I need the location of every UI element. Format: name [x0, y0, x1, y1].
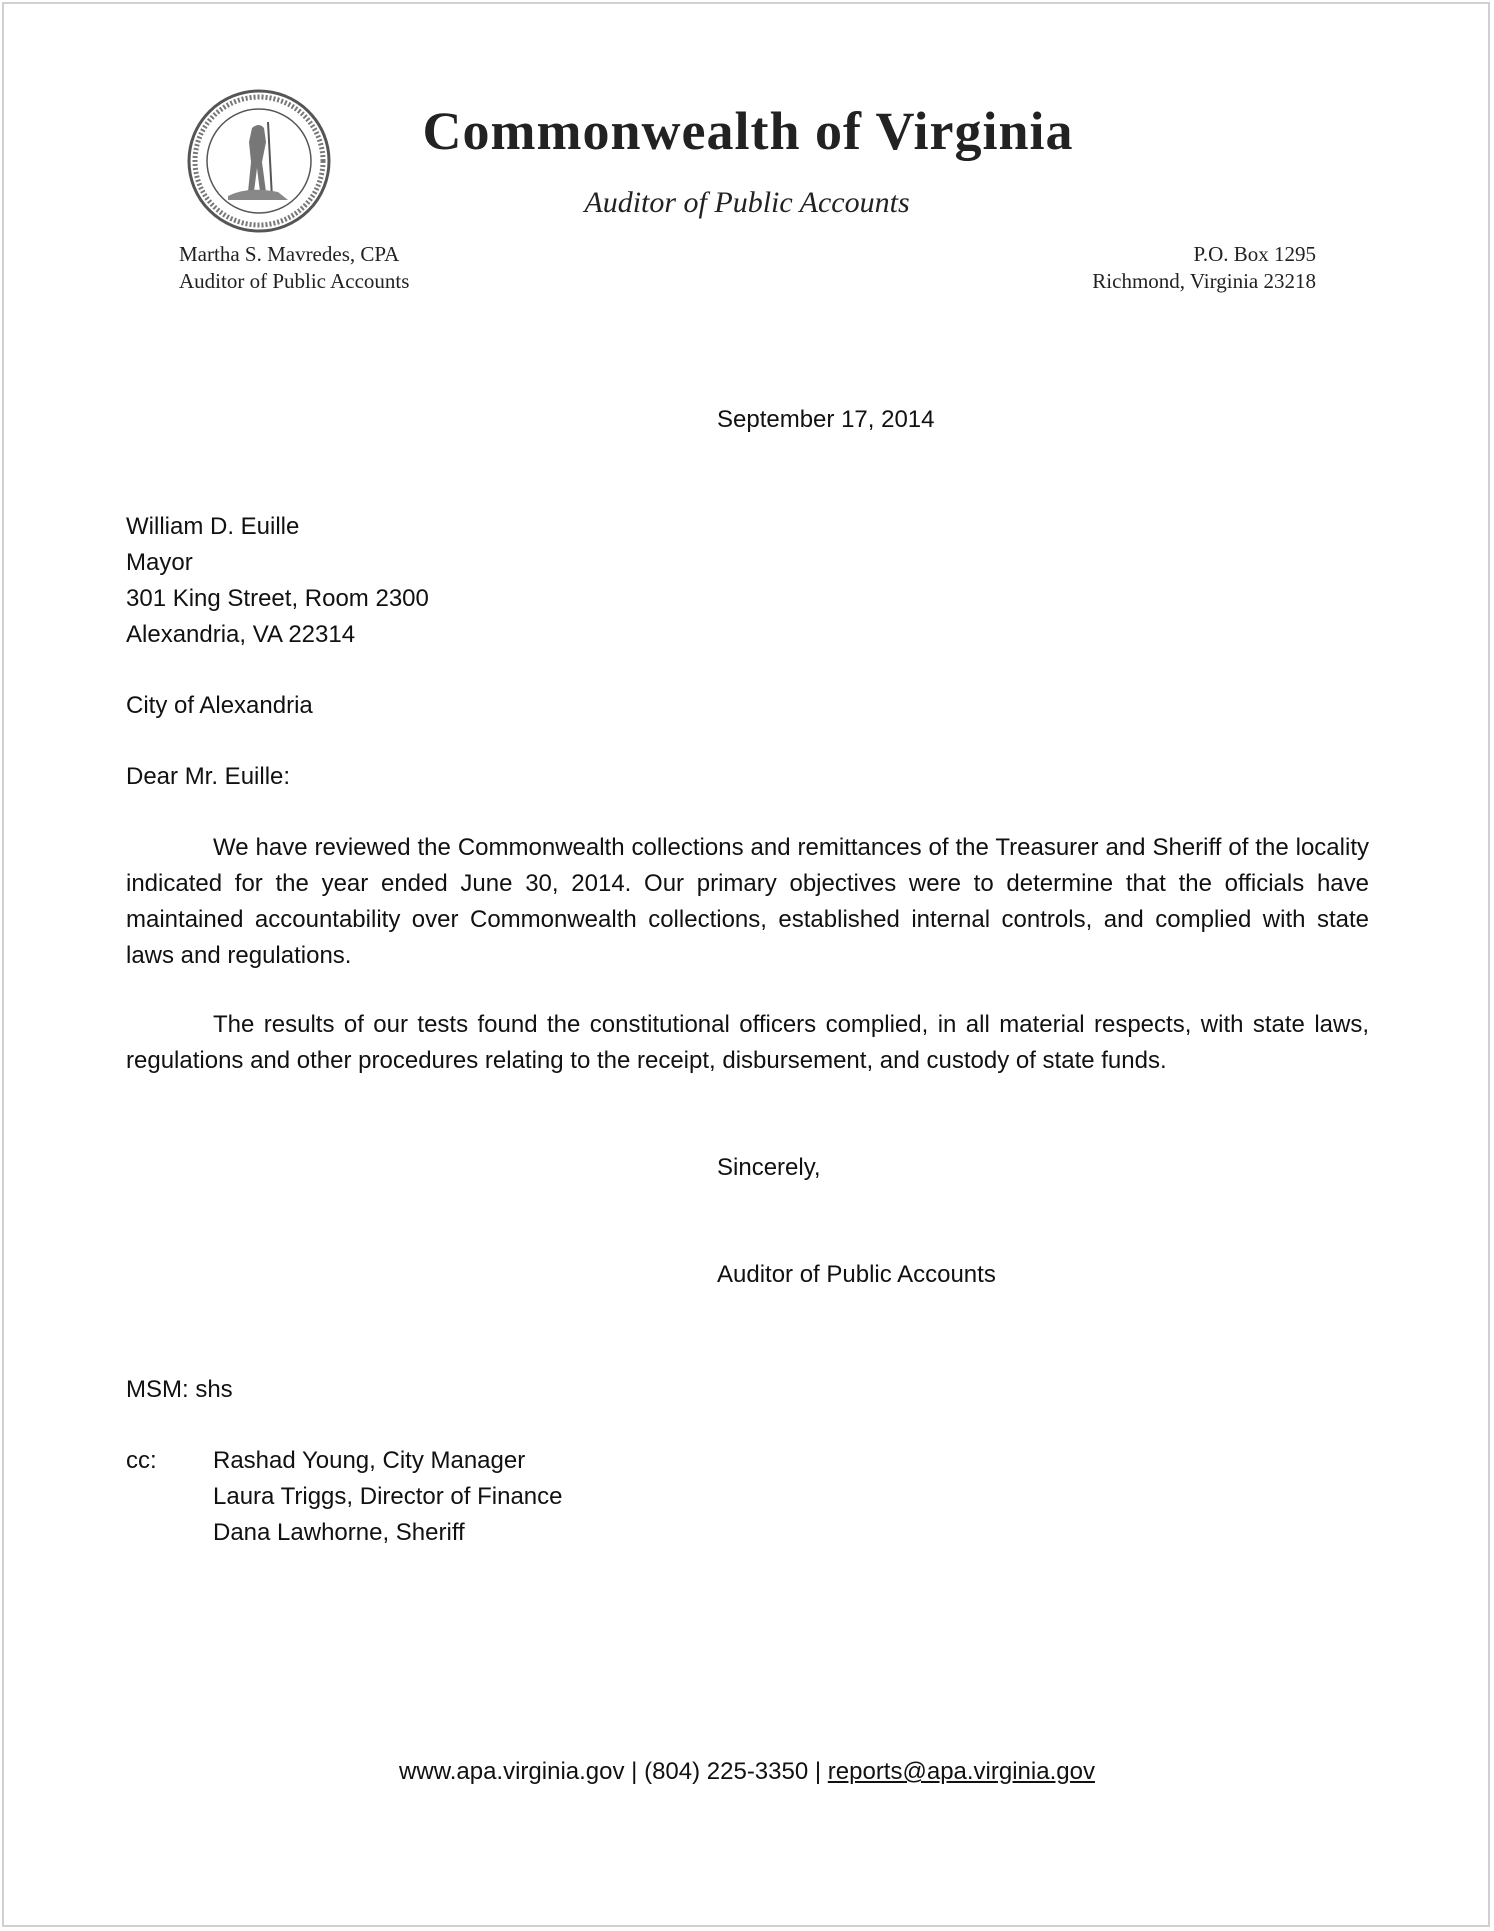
recipient-block: [126, 509, 429, 653]
cc-recipient: Laura Triggs, Director of Finance: [213, 1483, 563, 1510]
footer-separator: |: [814, 1758, 822, 1785]
po-box: P.O. Box 1295: [1193, 242, 1316, 266]
locality: City of Alexandria: [126, 692, 313, 719]
cc-recipient: Rashad Young, City Manager: [213, 1447, 526, 1474]
cc-recipient: Dana Lawhorne, Sheriff: [213, 1519, 465, 1546]
letter-date: September 17, 2014: [717, 406, 935, 433]
footer-separator: |: [631, 1758, 638, 1785]
letterhead-subtitle: Auditor of Public Accounts: [584, 186, 910, 219]
body-paragraph: We have reviewed the Commonwealth collections and remittances of the Treasurer and Sheriff of the locality indicated for the year ended June 30, 2014. Our primary objectives were to determine that the officials have maintained accountability over Commonwealth collections, established internal controls, and complied with state laws and regulations.: [126, 834, 1369, 969]
recipient-city: Alexandria, VA 22314: [126, 621, 356, 648]
auditor-address: [179, 241, 409, 295]
auditor-name: Martha S. Mavredes, CPA: [179, 242, 400, 266]
footer-email-link[interactable]: reports@apa.virginia.gov: [827, 1758, 1095, 1785]
mailing-address: [1092, 241, 1316, 295]
auditor-title: Auditor of Public Accounts: [179, 269, 410, 293]
footer-website[interactable]: www.apa.virginia.gov: [399, 1758, 625, 1785]
cc-list: [213, 1443, 563, 1551]
recipient-name: William D. Euille: [126, 513, 300, 540]
salutation: Dear Mr. Euille:: [126, 763, 291, 790]
signature: Auditor of Public Accounts: [717, 1261, 996, 1288]
recipient-title: Mayor: [126, 549, 193, 576]
recipient-street: 301 King Street, Room 2300: [126, 585, 429, 612]
footer-phone: (804) 225-3350: [644, 1758, 809, 1785]
initials: MSM: shs: [126, 1376, 233, 1403]
footer: [0, 1754, 1494, 1790]
body-paragraph: The results of our tests found the constitutional officers complied, in all material respects, with state laws, regulations and other procedures relating to the receipt, disbursement, and custody of state funds.: [126, 1011, 1369, 1074]
closing: Sincerely,: [717, 1154, 821, 1181]
cc-label: cc:: [126, 1447, 157, 1474]
city-state-zip: Richmond, Virginia 23218: [1092, 269, 1316, 293]
letterhead-title: Commonwealth of Virginia: [422, 101, 1074, 161]
